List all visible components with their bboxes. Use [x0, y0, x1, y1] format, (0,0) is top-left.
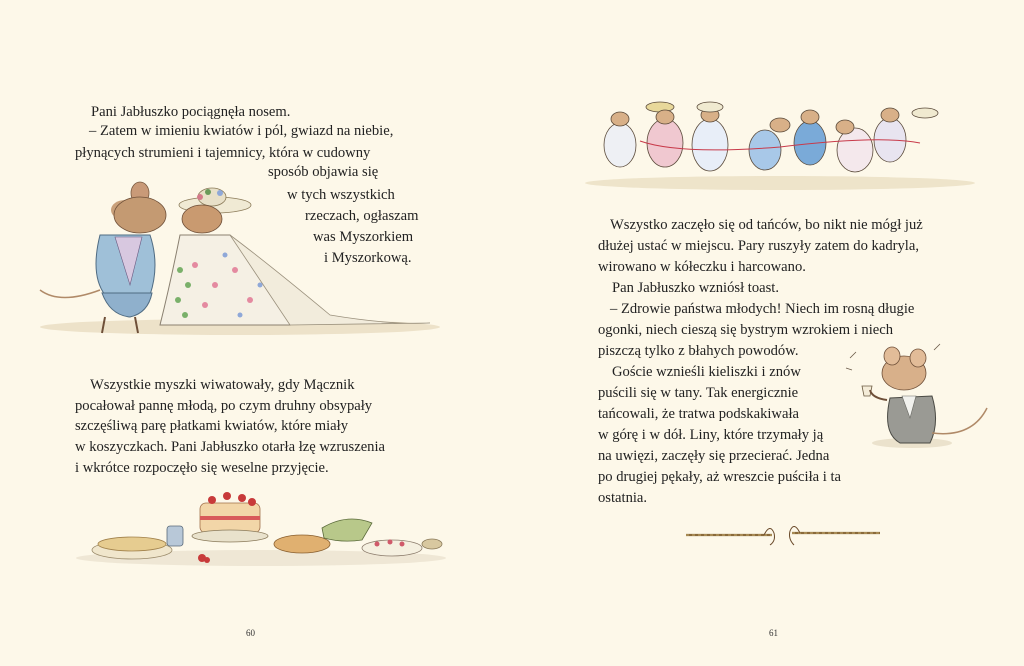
text-line: dłużej ustać w miejscu. Pary ruszyły zatem do kadryla,: [598, 238, 919, 254]
text-line: szczęśliwą parę płatkami kwiatów, które miały: [75, 418, 348, 434]
page-number: 60: [246, 628, 255, 638]
text-line: tańcowali, że tratwa podskakiwała: [598, 406, 799, 422]
text-line: wirowano w kółeczku i harcowano.: [598, 259, 806, 275]
page-number: 61: [769, 628, 778, 638]
text-line: i Myszorkową.: [324, 250, 412, 266]
text-line: płynących strumieni i tajemnicy, która w cudowny: [75, 145, 371, 161]
dancing-mice-illustration: [580, 95, 980, 195]
text-line: puścili się w tany. Tak energicznie: [598, 385, 799, 401]
text-line: w tych wszystkich: [287, 187, 395, 203]
feast-table-illustration: [72, 478, 450, 573]
text-line: – Zdrowie państwa młodych! Niech im rosną długie: [610, 301, 915, 317]
text-line: was Myszorkiem: [313, 229, 414, 245]
rope-divider-ornament: [684, 517, 884, 549]
text-line: Pan Jabłuszko wzniósł toast.: [612, 280, 780, 296]
toasting-mouse-illustration: [842, 338, 992, 453]
right-page: [512, 0, 1024, 666]
text-line: Wszystkie myszki wiwatowały, gdy Mącznik: [90, 377, 355, 393]
text-line: i wkrótce rozpoczęło się weselne przyjęcie.: [75, 460, 329, 476]
text-line: rzeczach, ogłaszam: [305, 208, 419, 224]
text-line: ogonki, niech cieszą się bystrym wzrokiem i niech: [598, 322, 894, 338]
text-line: pocałował pannę młodą, po czym druhny obsypały: [75, 398, 373, 414]
text-line: sposób objawia się: [268, 164, 379, 180]
text-line: w górę i w dół. Liny, które trzymały ją: [598, 427, 824, 443]
text-line: Pani Jabłuszko pociągnęła nosem.: [91, 104, 291, 120]
text-line: po drugiej pękały, aż wreszcie puściła i ta: [598, 469, 841, 485]
text-line: na uwięzi, zaczęły się przecierać. Jedna: [598, 448, 830, 464]
text-line: – Zatem w imieniu kwiatów i pól, gwiazd na niebie,: [89, 123, 394, 139]
wedding-mice-illustration: [30, 175, 450, 340]
text-line: ostatnia.: [598, 490, 648, 506]
text-line: Wszystko zaczęło się od tańców, bo nikt nie mógł już: [610, 217, 923, 233]
text-line: Goście wznieśli kieliszki i znów: [612, 364, 801, 380]
text-line: piszczą tylko z błahych powodów.: [598, 343, 799, 359]
text-line: w koszyczkach. Pani Jabłuszko otarła łzę wzruszenia: [75, 439, 385, 455]
